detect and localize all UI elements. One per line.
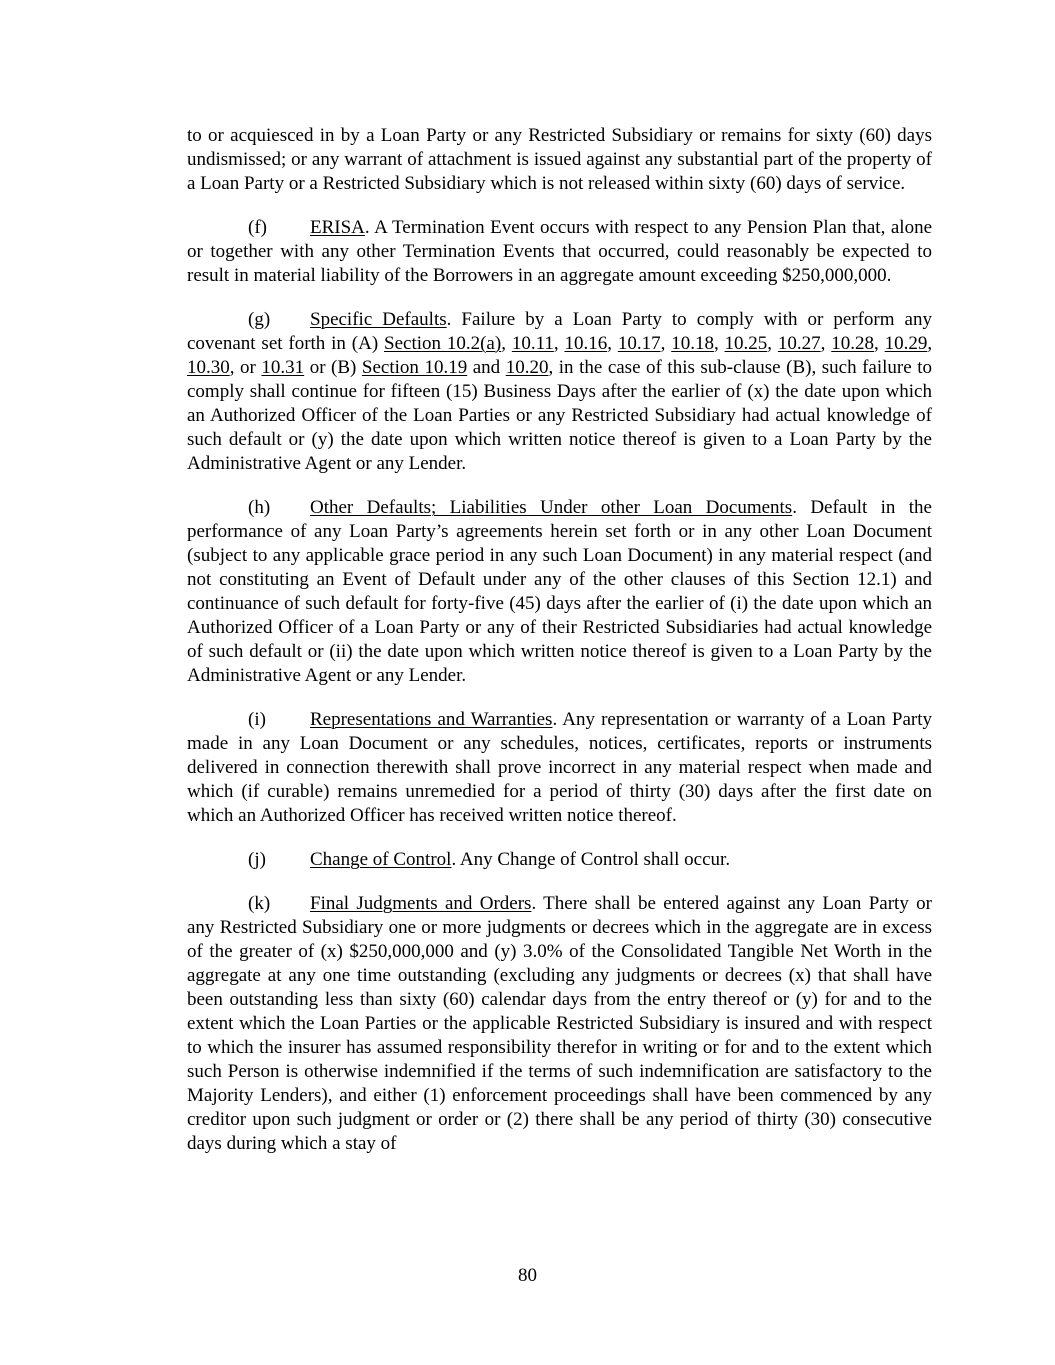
section-reference: 10.29 bbox=[884, 333, 928, 354]
separator: , bbox=[660, 333, 672, 354]
clause-heading: Representations and Warranties bbox=[310, 709, 553, 730]
clause-text: . Failure by a Loan Party to comply with or perform any covenant set forth in (A) bbox=[187, 309, 932, 354]
separator: , bbox=[874, 333, 885, 354]
section-reference: 10.11 bbox=[511, 333, 554, 354]
clause-heading: Specific Defaults bbox=[310, 309, 447, 330]
clause-i bbox=[187, 708, 932, 828]
separator: , bbox=[767, 333, 778, 354]
clause-number: (g) bbox=[248, 309, 271, 330]
section-reference: 10.20 bbox=[505, 357, 549, 378]
section-reference: 10.17 bbox=[617, 333, 661, 354]
separator: , bbox=[927, 333, 933, 354]
clause-h bbox=[187, 496, 932, 688]
separator: and bbox=[467, 357, 506, 378]
clause-f bbox=[187, 216, 932, 288]
clause-j bbox=[187, 848, 932, 872]
paragraph-continuation: to or acquiesced in by a Loan Party or any Restricted Subsidiary or remains for sixty (60) days undismissed; or any warrant of attachment is issued against any substantial part of the property of a Loan Party or a Restricted Subsidiary which is not released within sixty (60) days of service. bbox=[187, 125, 932, 194]
clause-text: , in the case of this sub-clause (B), such failure to comply shall continue for fifteen (15) Business Days after the earlier of (x) the date upon which an Authorized Officer of the Loan Parties or any Restricted Subsidiary had actual knowledge of such default or (y) the date upon which written notice thereof is given to a Loan Party by the Administrative Agent or any Lender. bbox=[187, 357, 933, 474]
clause-text: . Default in the performance of any Loan Party’s agreements herein set forth or in any other Loan Document (subject to any applicable grace period in any such Loan Document) in any material respect (and not constituting an Event of Default under any of the other clauses of this Section 12.1) and continuance of such default for forty-five (45) days after the earlier of (i) the date upon which an Authorized Officer of a Loan Party or any of their Restricted Subsidiaries had actual knowledge of such default or (ii) the date upon which written notice thereof is given to a Loan Party by the Administrative Agent or any Lender. bbox=[187, 497, 932, 686]
clause-number: (f) bbox=[248, 217, 267, 238]
clause-heading: Change of Control bbox=[310, 849, 452, 870]
clause-k bbox=[187, 892, 932, 1156]
section-reference: 10.27 bbox=[777, 333, 821, 354]
section-reference: 10.25 bbox=[724, 333, 768, 354]
clause-number: (j) bbox=[248, 849, 266, 870]
section-reference: 10.31 bbox=[261, 357, 305, 378]
clause-heading: Final Judgments and Orders bbox=[310, 893, 532, 914]
clause-number: (h) bbox=[248, 497, 271, 518]
separator: or (B) bbox=[304, 357, 362, 378]
section-reference: Section 10.19 bbox=[361, 357, 468, 378]
separator: , bbox=[820, 333, 832, 354]
clause-heading: ERISA bbox=[310, 217, 365, 238]
separator: , bbox=[607, 333, 618, 354]
clause-text: . A Termination Event occurs with respect to any Pension Plan that, alone or together with any other Termination Events that occurred, could reasonably be expected to result in material liability of the Borrowers in an aggregate amount exceeding $250,000,000. bbox=[187, 217, 932, 286]
document-body bbox=[187, 124, 932, 1176]
separator: , bbox=[553, 333, 565, 354]
clause-text: . Any representation or warranty of a Loan Party made in any Loan Document or any schedules, notices, certificates, reports or instruments delivered in connection therewith shall prove incorrect in any material respect when made and which (if curable) remains unremedied for a period of thirty (30) days after the first date on which an Authorized Officer has received written notice thereof. bbox=[187, 709, 932, 826]
section-reference: 10.28 bbox=[831, 333, 875, 354]
section-reference: 10.18 bbox=[671, 333, 714, 354]
page-number: 80 bbox=[518, 1265, 537, 1286]
clause-text: . Any Change of Control shall occur. bbox=[451, 849, 731, 870]
separator: , bbox=[713, 333, 725, 354]
section-reference: 10.30 bbox=[187, 357, 230, 378]
clause-g bbox=[187, 308, 932, 476]
separator: , or bbox=[229, 357, 262, 378]
separator: , bbox=[501, 333, 512, 354]
clause-number: (k) bbox=[248, 893, 271, 914]
clause-text: . There shall be entered against any Loan Party or any Restricted Subsidiary one or more judgments or decrees which in the aggregate are in excess of the greater of (x) $250,000,000 and (y) 3.0% of the Consolidated Tangible Net Worth in the aggregate at any one time outstanding (excluding any judgments or decrees (x) that shall have been outstanding less than sixty (60) calendar days from the entry thereof or (y) for and to the extent which the Loan Parties or the applicable Restricted Subsidiary is insured and with respect to which the insurer has assumed responsibility therefor in writing or for and to the extent which such Person is otherwise indemnified if the terms of such indemnification are satisfactory to the Majority Lenders), and either (1) enforcement proceedings shall have been commenced by any creditor upon such judgment or order or (2) there shall be any period of thirty (30) consecutive days during which a stay of bbox=[187, 893, 932, 1154]
section-reference: 10.16 bbox=[564, 333, 608, 354]
section-reference: Section 10.2(a) bbox=[384, 333, 502, 354]
clause-number: (i) bbox=[248, 709, 266, 730]
clause-heading: Other Defaults; Liabilities Under other Loan Documents bbox=[310, 497, 793, 518]
